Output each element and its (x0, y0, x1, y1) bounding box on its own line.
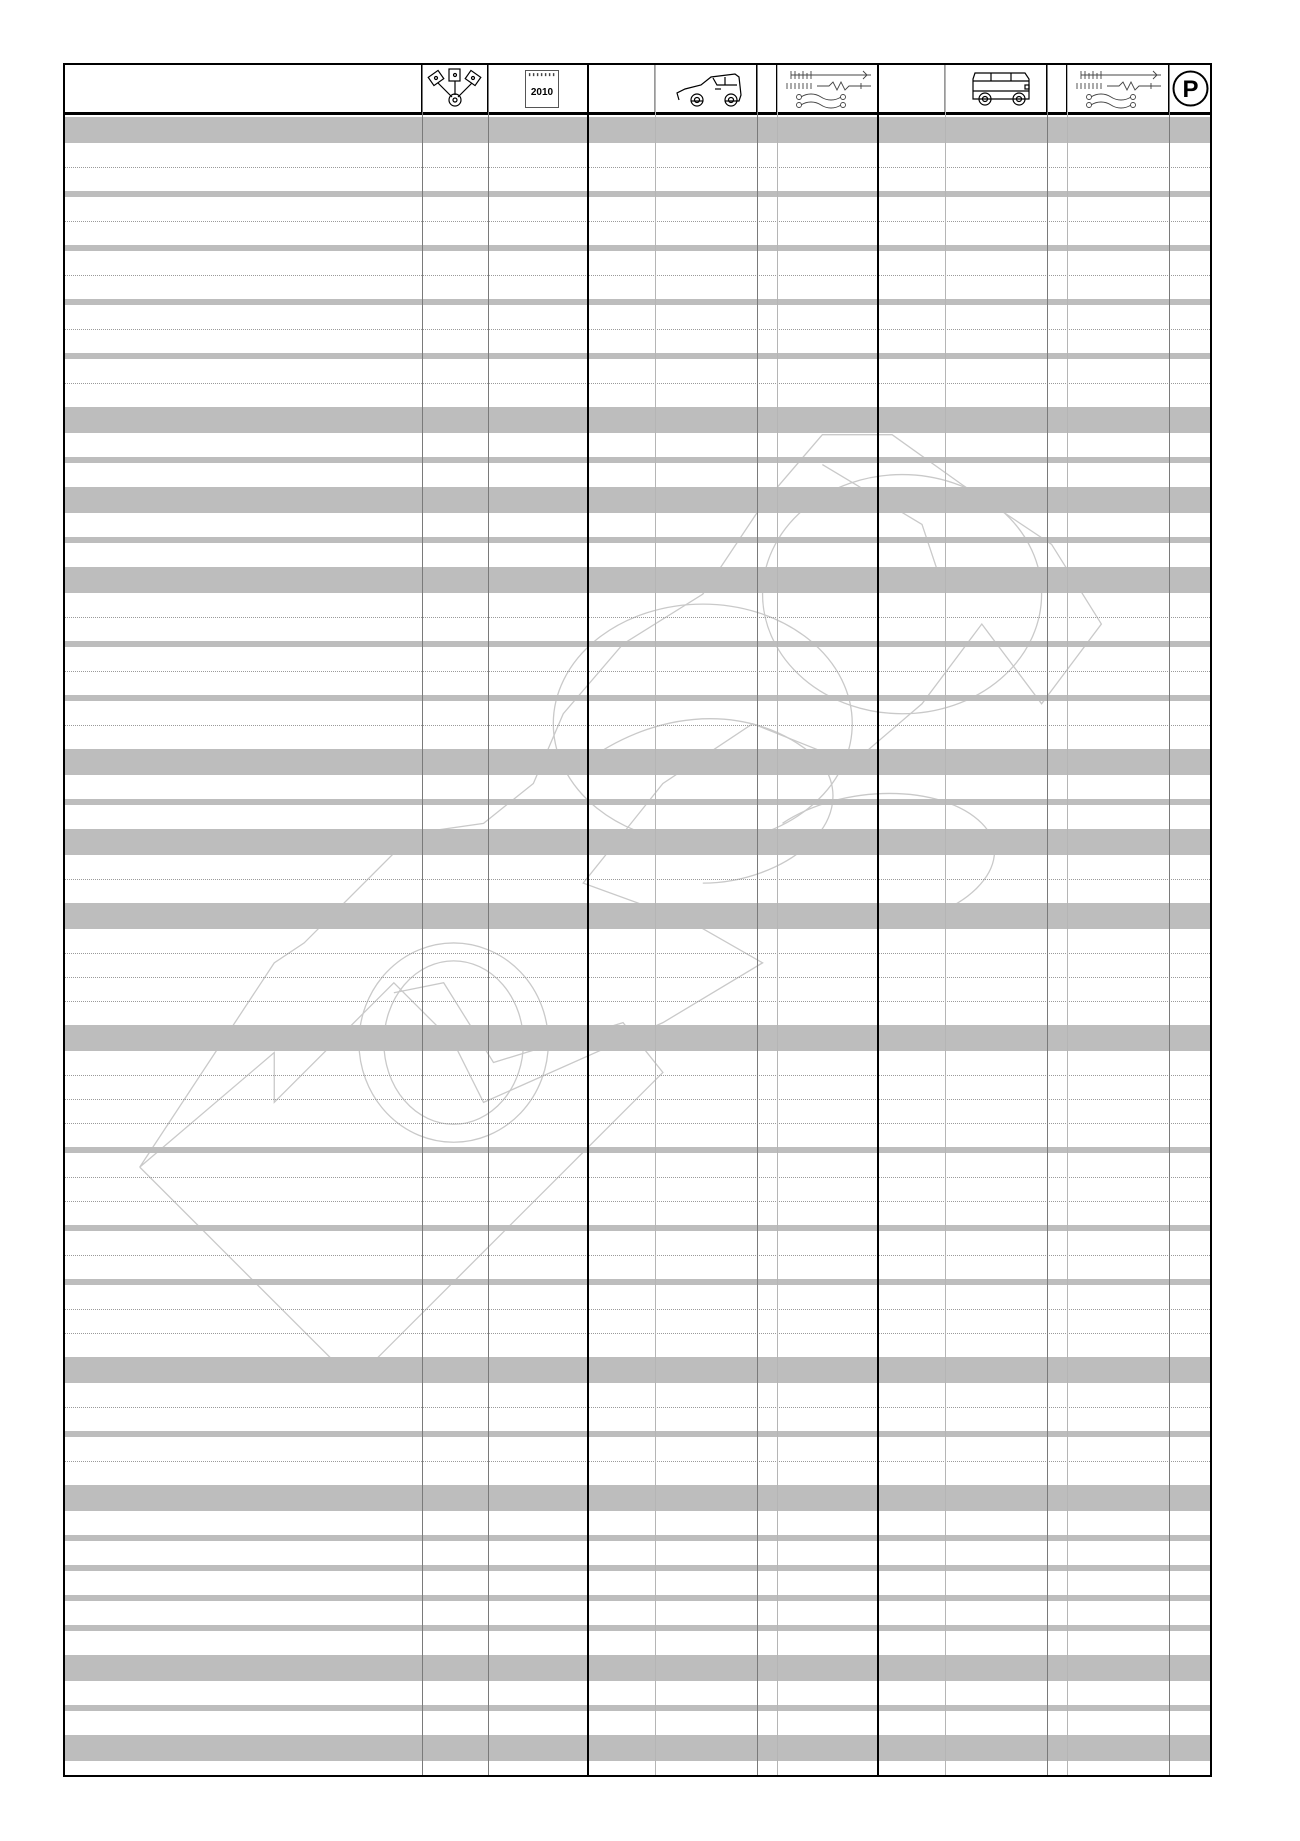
column-rule (1169, 65, 1170, 1775)
column-rule (1067, 65, 1068, 1775)
section-divider-stripe (65, 457, 1210, 463)
table-row (65, 383, 1210, 384)
section-divider-stripe (65, 1705, 1210, 1711)
section-divider-stripe (65, 1225, 1210, 1231)
section-header-band (65, 117, 1210, 143)
section-divider-stripe (65, 1595, 1210, 1601)
section-divider-stripe (65, 1535, 1210, 1541)
section-header-band (65, 1357, 1210, 1383)
section-header-band (65, 487, 1210, 513)
pistons-icon (422, 65, 488, 112)
car-side-icon (655, 65, 757, 112)
section-divider-stripe (65, 1431, 1210, 1437)
table-row (65, 1075, 1210, 1076)
section-header-band (65, 1485, 1210, 1511)
table-row (65, 671, 1210, 672)
table-row (65, 725, 1210, 726)
column-rule (587, 65, 589, 1775)
header-empty-cell-2 (879, 65, 945, 112)
section-divider-stripe (65, 1147, 1210, 1153)
section-header-band (65, 1655, 1210, 1681)
parking-icon (1169, 65, 1212, 112)
calendar-icon: ▮▮▮▮▮▮▮ 2010 (525, 70, 559, 108)
column-rule (422, 65, 423, 1775)
section-header-band (65, 1025, 1210, 1051)
section-header-band (65, 567, 1210, 593)
header-car-side-cell (655, 65, 757, 112)
table-row (65, 167, 1210, 168)
table-row (65, 221, 1210, 222)
section-header-band (65, 1735, 1210, 1761)
section-divider-stripe (65, 799, 1210, 805)
column-rule (488, 65, 489, 1775)
table-row (65, 617, 1210, 618)
year-badge: 2010 (530, 87, 554, 98)
header-car-front-cell (945, 65, 1047, 112)
table-row (65, 1177, 1210, 1178)
header-parking-cell (1169, 65, 1212, 112)
section-divider-stripe (65, 1565, 1210, 1571)
table-header (65, 65, 1210, 115)
column-rule (877, 65, 879, 1775)
column-rule (777, 65, 778, 1775)
header-parts-cell (777, 65, 879, 112)
header-spacer-cell (757, 65, 777, 112)
section-divider-stripe (65, 1279, 1210, 1285)
section-divider-stripe (65, 245, 1210, 251)
car-front-icon (945, 65, 1047, 112)
column-rule (1047, 65, 1048, 1775)
table-row (65, 329, 1210, 330)
section-divider-stripe (65, 353, 1210, 359)
column-rule (757, 65, 758, 1775)
table-row (65, 1309, 1210, 1310)
header-parts-cell-2 (1067, 65, 1169, 112)
table-row (65, 1407, 1210, 1408)
table-row (65, 1461, 1210, 1462)
section-divider-stripe (65, 299, 1210, 305)
table-row (65, 1201, 1210, 1202)
table-row (65, 977, 1210, 978)
parts-list-icon (777, 65, 879, 112)
column-rule (655, 65, 656, 1775)
section-divider-stripe (65, 641, 1210, 647)
section-header-band (65, 903, 1210, 929)
table-row (65, 1001, 1210, 1002)
section-header-band (65, 829, 1210, 855)
header-empty-cell (589, 65, 655, 112)
section-header-band (65, 407, 1210, 433)
section-divider-stripe (65, 1625, 1210, 1631)
parts-table (63, 63, 1212, 1777)
column-rule (945, 65, 946, 1775)
section-divider-stripe (65, 695, 1210, 701)
header-year-cell (488, 65, 589, 112)
section-divider-stripe (65, 537, 1210, 543)
table-row (65, 1099, 1210, 1100)
table-row (65, 1123, 1210, 1124)
table-row (65, 1333, 1210, 1334)
table-row (65, 275, 1210, 276)
header-spacer-cell-2 (1047, 65, 1067, 112)
header-engine-cell (422, 65, 488, 112)
header-description-cell (65, 65, 422, 112)
table-row (65, 1255, 1210, 1256)
section-header-band (65, 749, 1210, 775)
table-row (65, 879, 1210, 880)
parts-list-icon (1067, 65, 1169, 112)
parking-badge: P (1182, 76, 1199, 103)
section-divider-stripe (65, 191, 1210, 197)
table-row (65, 953, 1210, 954)
